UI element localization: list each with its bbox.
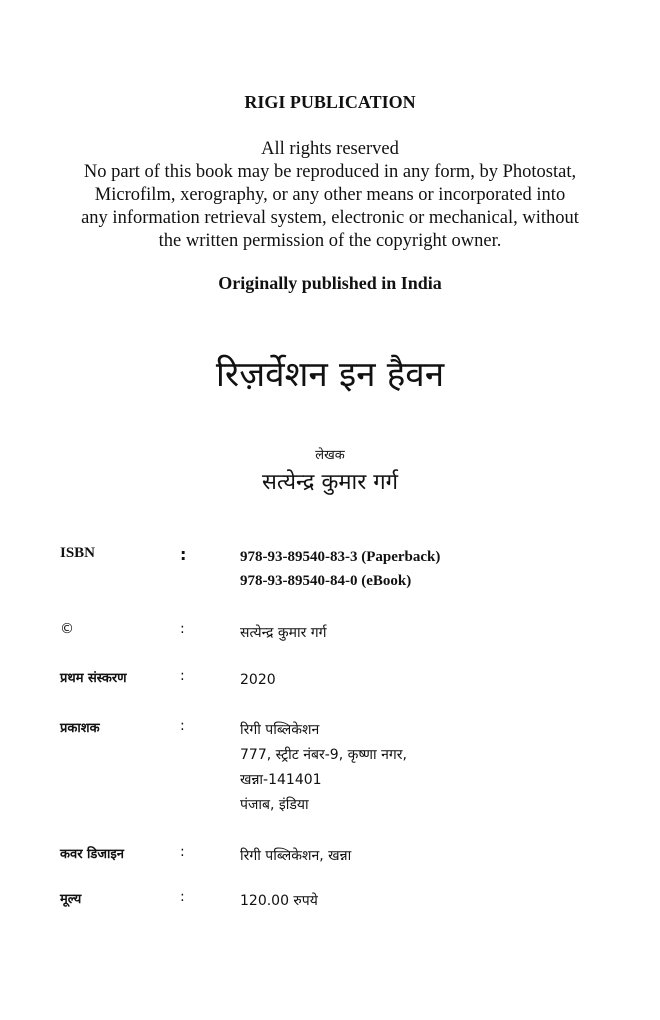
isbn-values bbox=[240, 545, 440, 593]
author-name: सत्येन्द्र कुमार गर्ग bbox=[262, 470, 398, 495]
isbn-colon: : bbox=[180, 545, 187, 564]
author-label: लेखक bbox=[315, 448, 345, 463]
origin-statement: Originally published in India bbox=[218, 273, 442, 293]
price-value: 120.00 रुपये bbox=[240, 893, 318, 909]
publisher-address-line: रिगी पब्लिकेशन bbox=[240, 722, 320, 738]
rights-line: the written permission of the copyright owner. bbox=[158, 231, 502, 251]
book-title: रिज़र्वेशन इन हैवन bbox=[215, 355, 445, 395]
cover-design-colon: : bbox=[180, 844, 185, 860]
isbn-label: ISBN bbox=[60, 545, 96, 561]
copyright-colon: : bbox=[180, 621, 185, 637]
publisher-heading: RIGI PUBLICATION bbox=[244, 92, 416, 112]
publisher-label: प्रकाशक bbox=[60, 721, 100, 736]
isbn-paperback: 978-93-89540-83-3 (Paperback) bbox=[240, 549, 441, 565]
isbn-ebook: 978-93-89540-84-0 (eBook) bbox=[240, 573, 412, 589]
publisher-address-line: खन्ना-141401 bbox=[240, 772, 322, 788]
price-label: मूल्य bbox=[60, 892, 82, 907]
rights-line: No part of this book may be reproduced in any form, by Photostat, bbox=[83, 162, 577, 182]
rights-line: All rights reserved bbox=[261, 139, 399, 159]
edition-colon: : bbox=[180, 668, 185, 684]
publisher-address-line: 777, स्ट्रीट नंबर-9, कृष्णा नगर, bbox=[240, 747, 407, 763]
rights-statement bbox=[0, 138, 660, 253]
cover-design-value: रिगी पब्लिकेशन, खन्ना bbox=[240, 848, 352, 864]
rights-line: Microfilm, xerography, or any other means or incorporated into bbox=[94, 185, 566, 205]
rights-line: any information retrieval system, electronic or mechanical, without bbox=[81, 208, 579, 228]
copyright-label: © bbox=[60, 621, 74, 637]
price-colon: : bbox=[180, 889, 185, 905]
publisher-address-line: पंजाब, इंडिया bbox=[240, 797, 309, 813]
edition-value: 2020 bbox=[240, 672, 276, 688]
copyright-value: सत्येन्द्र कुमार गर्ग bbox=[240, 625, 327, 641]
publisher-address bbox=[240, 718, 407, 818]
publisher-colon: : bbox=[180, 718, 185, 734]
cover-design-label: कवर डिजाइन bbox=[60, 847, 124, 862]
edition-label: प्रथम संस्करण bbox=[60, 671, 127, 686]
